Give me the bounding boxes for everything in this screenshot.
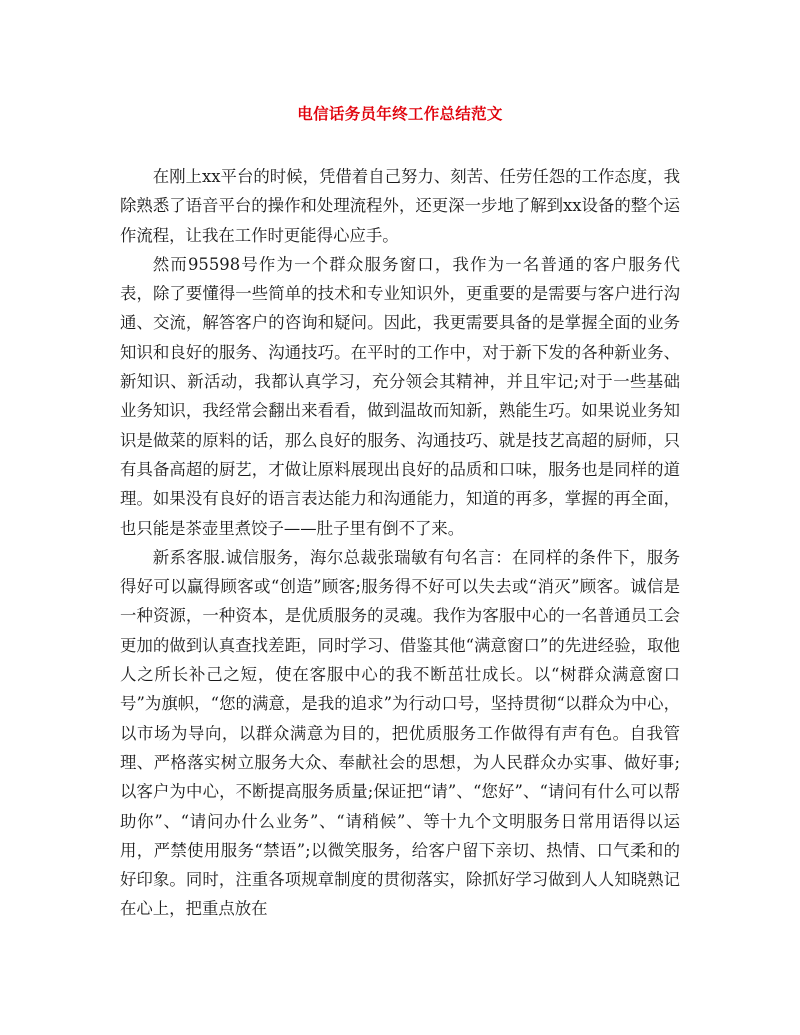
document-body xyxy=(120,162,680,924)
paragraph-3: 新系客服.诚信服务，海尔总裁张瑞敏有句名言：在同样的条件下，服务得好可以赢得顾客或“创造”顾客;服务得不好可以失去或“消灭”顾客。诚信是一种资源，一种资本，是优质服务的灵魂。我作为客服中心的一名普通员工会更加的做到认真查找差距，同时学习、借鉴其他“满意窗口”的先进经验，取他人之所长补己之短，使在客服中心的我不断茁壮成长。以“树群众满意窗口号”为旗帜，“您的满意，是我的追求”为行动口号，坚持贯彻“以群众为中心，以市场为导向，以群众满意为目的，把优质服务工作做得有声有色。自我管理、严格落实树立服务大众、奉献社会的思想，为人民群众办实事、做好事;以客户为中心，不断提高服务质量;保证把“请”、“您好”、“请问有什么可以帮助你”、“请问办什么业务”、“请稍候”、等十九个文明服务日常用语得以运用，严禁使用服务“禁语”;以微笑服务，给客户留下亲切、热情、口气柔和的好印象。同时，注重各项规章制度的贯彻落实，除抓好学习做到人人知晓熟记在心上，把重点放在 xyxy=(120,547,680,919)
document-title: 电信话务员年终工作总结范文 xyxy=(297,105,503,123)
paragraph-2: 然而95598号作为一个群众服务窗口，我作为一名普通的客户服务代表，除了要懂得一些简单的技术和专业知识外，更重要的是需要与客户进行沟通、交流，解答客户的咨询和疑问。因此，我更需要具备的是掌握全面的业务知识和良好的服务、沟通技巧。在平时的工作中，对于新下发的各种新业务、新知识、新活动，我都认真学习，充分领会其精神，并且牢记;对于一些基础业务知识，我经常会翻出来看看，做到温故而知新，熟能生巧。如果说业务知识是做菜的原料的话，那么良好的服务、沟通技巧、就是技艺高超的厨师，只有具备高超的厨艺，才做让原料展现出良好的品质和口味，服务也是同样的道理。如果没有良好的语言表达能力和沟通能力，知道的再多，掌握的再全面，也只能是茶壶里煮饺子——肚子里有倒不了来。 xyxy=(120,254,680,538)
paragraph-1: 在刚上xx平台的时候，凭借着自己努力、刻苦、任劳任怨的工作态度，我除熟悉了语音平台的操作和处理流程外，还更深一步地了解到xx设备的整个运作流程，让我在工作时更能得心应手。 xyxy=(120,167,680,245)
